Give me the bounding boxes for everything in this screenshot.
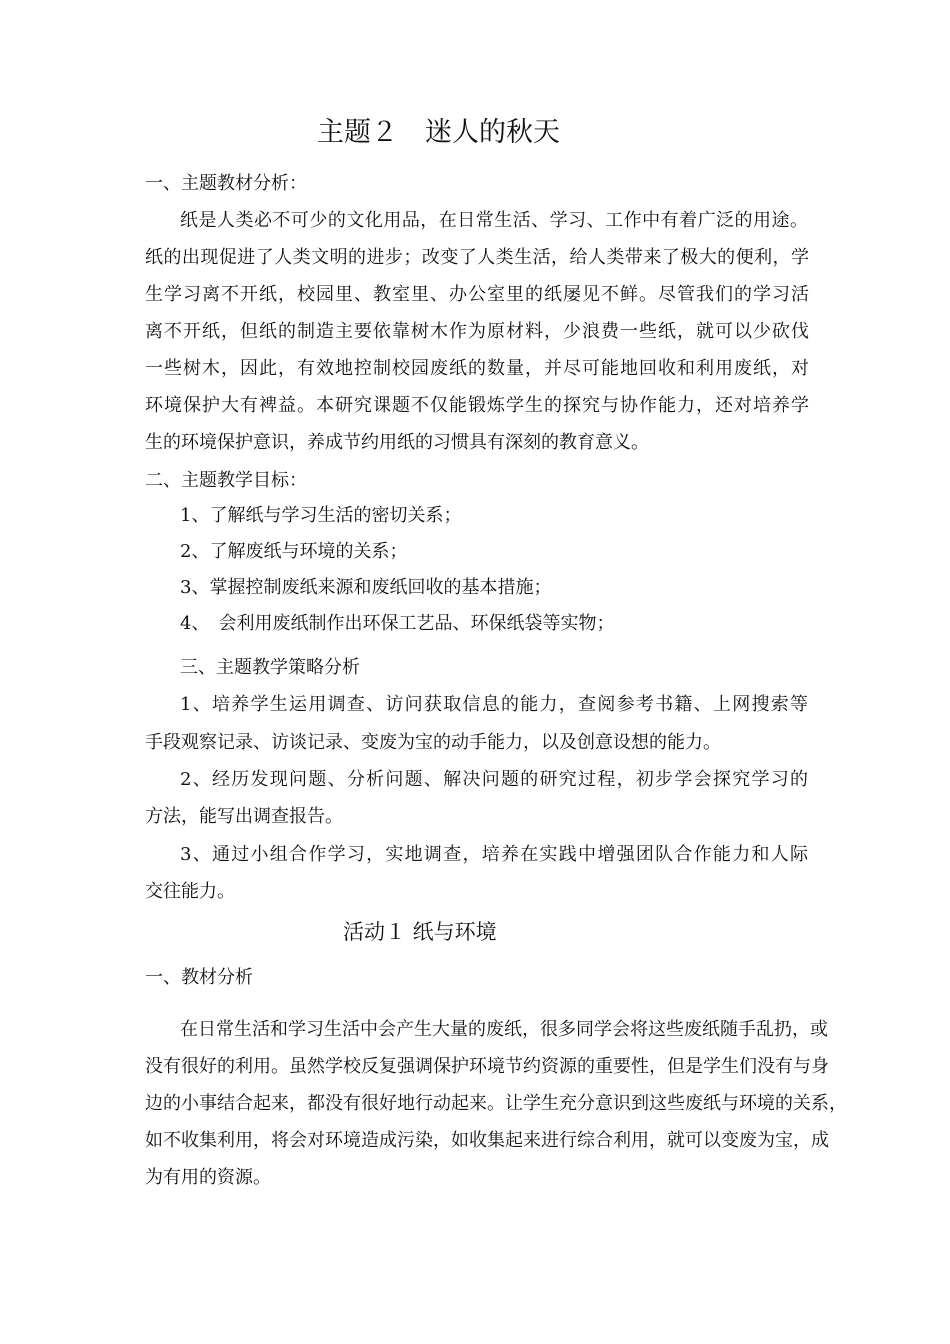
- section-heading: 二、主题教学目标：: [145, 470, 307, 491]
- paragraph-line: 生学习离不开纸，校园里、教室里、办公室里的纸屡见不鲜。尽管我们的学习活: [145, 284, 809, 305]
- activity-title: 活动１ 纸与环境: [343, 920, 497, 944]
- paragraph-line: 边的小事结合起来，都没有很好地行动起来。让学生充分意识到这些废纸与环境的关系，: [145, 1093, 847, 1114]
- section-heading: 一、教材分析: [145, 967, 253, 988]
- page-title: 主题２ 迷人的秋天: [317, 117, 560, 148]
- list-item: 3、掌握控制废纸来源和废纸回收的基本措施；: [180, 577, 552, 598]
- paragraph-line: 方法，能写出调查报告。: [145, 806, 343, 827]
- paragraph-line: 2、经历发现问题、分析问题、解决问题的研究过程，初步学会探究学习的: [180, 769, 808, 790]
- paragraph-line: 一些树木，因此，有效地控制校园废纸的数量，并尽可能地回收和利用废纸，对: [145, 358, 809, 379]
- paragraph-line: 交往能力。: [145, 881, 235, 902]
- paragraph-line: 环境保护大有裨益。本研究课题不仅能锻炼学生的探究与协作能力，还对培养学: [145, 395, 809, 416]
- list-item: 4、 会利用废纸制作出环保工艺品、环保纸袋等实物；: [180, 613, 615, 634]
- list-item: 1、了解纸与学习生活的密切关系；: [180, 505, 462, 526]
- paragraph-line: 为有用的资源。: [145, 1167, 271, 1188]
- paragraph-line: 没有很好的利用。虽然学校反复强调保护环境节约资源的重要性，但是学生们没有与身: [145, 1056, 829, 1077]
- paragraph-line: 手段观察记录、访谈记录、变废为宝的动手能力，以及创意设想的能力。: [145, 732, 721, 753]
- paragraph-line: 离不开纸，但纸的制造主要依靠树木作为原材料，少浪费一些纸，就可以少砍伐: [145, 321, 809, 342]
- paragraph-line: 纸是人类必不可少的文化用品，在日常生活、学习、工作中有着广泛的用途。: [180, 210, 808, 231]
- paragraph-line: 1、培养学生运用调查、访问获取信息的能力，查阅参考书籍、上网搜索等: [180, 694, 808, 715]
- paragraph-line: 纸的出现促进了人类文明的进步；改变了人类生活，给人类带来了极大的便利，学: [145, 247, 809, 268]
- paragraph-line: 3、通过小组合作学习，实地调查，培养在实践中增强团队合作能力和人际: [180, 844, 808, 865]
- paragraph-line: 如不收集利用，将会对环境造成污染，如收集起来进行综合利用，就可以变废为宝，成: [145, 1130, 829, 1151]
- section-heading: 一、主题教材分析：: [145, 173, 307, 194]
- section-heading: 三、主题教学策略分析: [180, 657, 360, 678]
- paragraph-line: 在日常生活和学习生活中会产生大量的废纸，很多同学会将这些废纸随手乱扔，或: [180, 1019, 828, 1040]
- list-item: 2、了解废纸与环境的关系；: [180, 541, 408, 562]
- paragraph-line: 生的环境保护意识，养成节约用纸的习惯具有深刻的教育意义。: [145, 432, 649, 453]
